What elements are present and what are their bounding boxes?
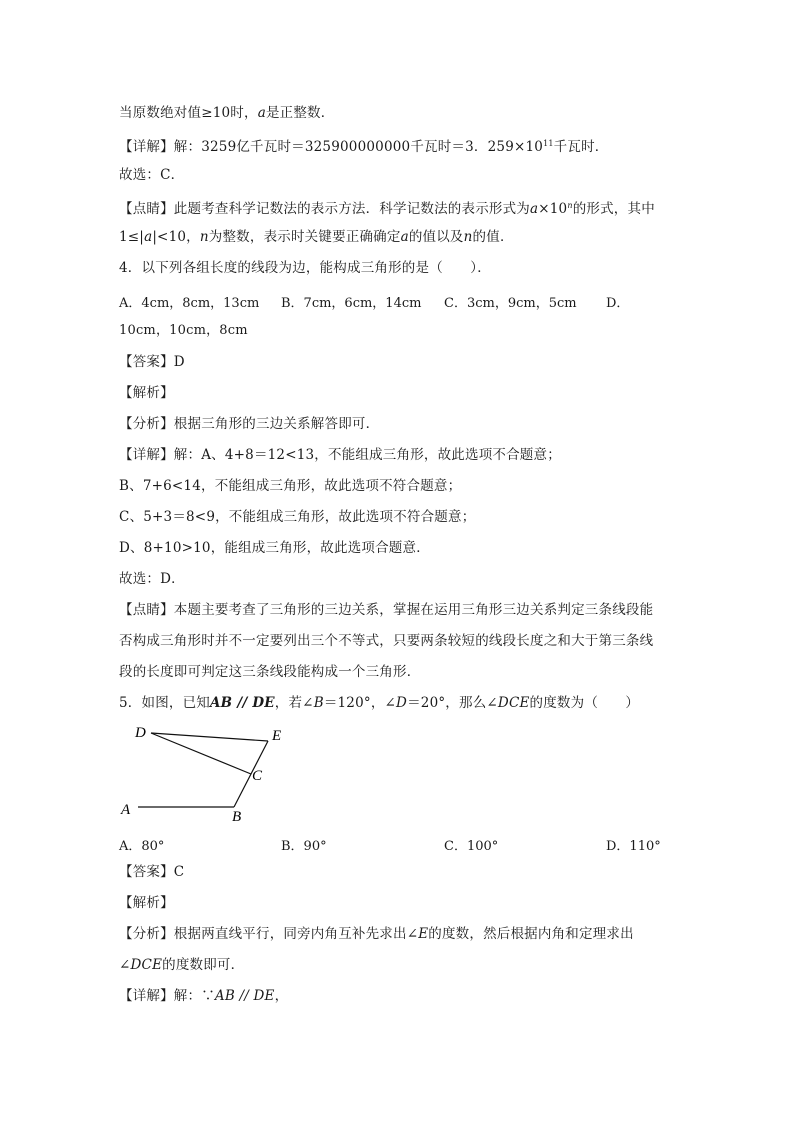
label-b: B bbox=[232, 809, 242, 825]
q5-option-a: A．80° bbox=[119, 839, 165, 854]
q4-options bbox=[119, 292, 679, 311]
var-n: n bbox=[199, 229, 209, 245]
q5-option-c: C．100° bbox=[444, 839, 499, 854]
text: 1≤| bbox=[119, 229, 145, 245]
segment-eb-line bbox=[234, 741, 268, 807]
detail-4c: C、5+3＝8<9，不能组成三角形，故此选项不符合题意； bbox=[119, 509, 476, 525]
label-e: E bbox=[272, 728, 282, 744]
text: |<10， bbox=[152, 229, 200, 245]
q4-option-d-value: 10cm，10cm，8cm bbox=[119, 323, 248, 338]
parallel-symbol: // bbox=[232, 695, 253, 711]
text: ＝20°，那么∠ bbox=[407, 695, 498, 711]
text: 的度数，然后根据内角和定理求出 bbox=[428, 926, 634, 942]
var-n: n bbox=[463, 229, 473, 245]
detail-5a bbox=[119, 988, 288, 1004]
text-line bbox=[119, 136, 608, 155]
text: ∠ bbox=[119, 957, 131, 973]
text: ＝120°，∠ bbox=[323, 695, 397, 711]
answer-4: 【答案】D bbox=[119, 354, 185, 370]
text: 为整数，表示时关键要正确确定 bbox=[208, 229, 401, 245]
var-a: a bbox=[144, 229, 153, 245]
analysis-4: 【分析】根据三角形的三边关系解答即可． bbox=[119, 416, 380, 432]
detail-4b: B、7+6<14，不能组成三角形，故此选项不符合题意； bbox=[119, 478, 462, 494]
analysis-5a bbox=[119, 926, 634, 942]
text: 的度数即可． bbox=[162, 957, 245, 973]
text: 千瓦时． bbox=[553, 139, 609, 155]
question-4: 4．以下列各组长度的线段为边，能构成三角形的是（ ）． bbox=[119, 260, 491, 276]
text: ， bbox=[274, 988, 289, 1004]
q4-option-b: B．7cm，6cm，14cm bbox=[281, 296, 422, 311]
var-de: DE bbox=[253, 988, 275, 1004]
text: 【点睛】此题考查科学记数法的表示方法．科学记数法的表示形式为 bbox=[119, 201, 530, 217]
var-d: D bbox=[396, 695, 408, 711]
text: 的度数为（ ） bbox=[529, 695, 640, 711]
choice-4: 故选：D． bbox=[119, 571, 185, 587]
var-b: B bbox=[313, 695, 324, 711]
text: 5．如图，已知 bbox=[119, 695, 210, 711]
figure-svg bbox=[115, 722, 295, 827]
var-a: a bbox=[530, 201, 539, 217]
text: 当原数绝对值≥10时， bbox=[119, 105, 258, 121]
var-e: E bbox=[418, 926, 429, 942]
text: 的值以及 bbox=[408, 229, 464, 245]
analysis-heading-5: 【解析】 bbox=[119, 895, 174, 911]
text: 是正整数． bbox=[265, 105, 335, 121]
detail-4d: D、8+10>10，能组成三角形，故此选项合题意． bbox=[119, 540, 430, 556]
text-line bbox=[119, 105, 334, 121]
q5-option-d: D．110° bbox=[606, 839, 661, 854]
text: 【详解】解：∵ bbox=[119, 988, 215, 1004]
text-line bbox=[119, 198, 655, 217]
text-line: 故选：C． bbox=[119, 167, 185, 183]
var-a: a bbox=[400, 229, 409, 245]
label-c: C bbox=[252, 768, 263, 784]
q4-option-d: D． bbox=[606, 296, 630, 311]
answer-5: 【答案】C bbox=[119, 864, 185, 880]
q5-options bbox=[119, 835, 679, 854]
q4-option-a: A．4cm，8cm，13cm bbox=[119, 296, 260, 311]
q5-option-b: B．90° bbox=[281, 839, 327, 854]
text: ，若∠ bbox=[274, 695, 314, 711]
geometry-figure bbox=[115, 722, 295, 831]
label-d: D bbox=[135, 725, 146, 741]
analysis-5b bbox=[119, 957, 244, 973]
text: ×10 bbox=[538, 201, 568, 217]
question-5 bbox=[119, 695, 639, 711]
var-dce: DCE bbox=[497, 695, 530, 711]
exponent: n bbox=[567, 201, 573, 210]
comment-4c: 段的长度即可判定这三条线段能构成一个三角形． bbox=[119, 664, 421, 680]
detail-4a: 【详解】解：A、4+8＝12<13，不能组成三角形，故此选项不合题意； bbox=[119, 447, 561, 463]
exponent: 11 bbox=[543, 139, 554, 148]
text: 的形式，其中 bbox=[572, 201, 655, 217]
text: 的值． bbox=[472, 229, 514, 245]
comment-4b: 否构成三角形时并不一定要列出三个不等式，只要两条较短的线段长度之和大于第三条线 bbox=[119, 633, 654, 649]
text: 【分析】根据两直线平行，同旁内角互补先求出∠ bbox=[119, 926, 419, 942]
analysis-heading-4: 【解析】 bbox=[119, 385, 174, 401]
label-a: A bbox=[121, 802, 131, 818]
segment-de: DE bbox=[252, 695, 275, 711]
q4-option-c: C．3cm，9cm，5cm bbox=[444, 296, 577, 311]
text-line bbox=[119, 229, 514, 245]
parallel-symbol: // bbox=[234, 988, 254, 1004]
var-a: a bbox=[257, 105, 266, 121]
var-ab: AB bbox=[214, 988, 235, 1004]
segment-ab: AB bbox=[210, 695, 233, 711]
comment-4a: 【点睛】本题主要考查了三角形的三边关系，掌握在运用三角形三边关系判定三条线段能 bbox=[119, 602, 654, 618]
text: 【详解】解：3259亿千瓦时＝325900000000千瓦时＝3．259×10 bbox=[119, 139, 544, 155]
var-dce: DCE bbox=[130, 957, 163, 973]
